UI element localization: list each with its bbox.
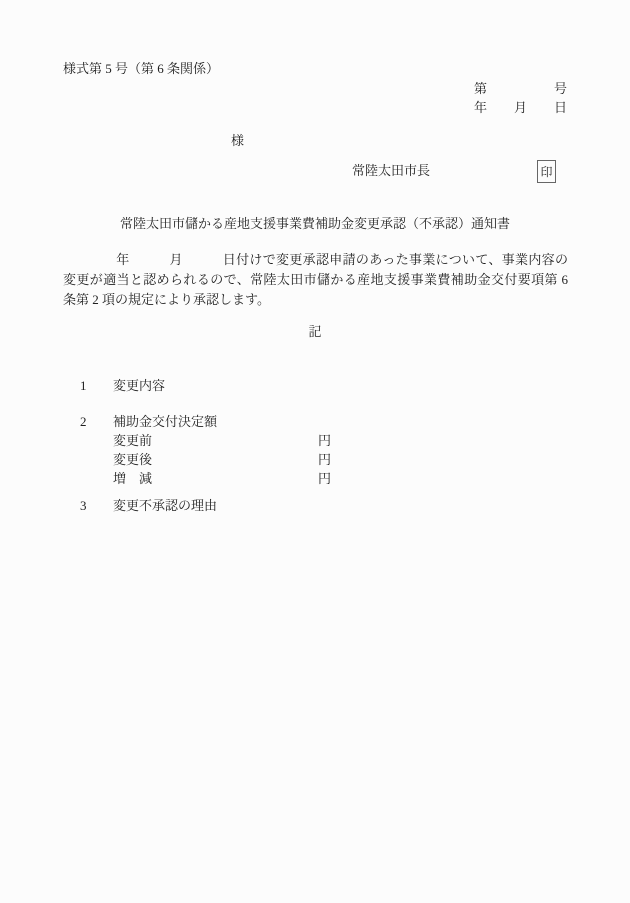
- doc-number-suffix: 号: [553, 81, 567, 96]
- date-month-label: 月: [513, 100, 527, 115]
- list-item-disapproval-reason: [67, 477, 217, 534]
- item-number: 2: [80, 414, 87, 429]
- seal-mark: 印: [540, 164, 553, 179]
- amount-unit: 円: [318, 452, 332, 467]
- item-number: 3: [80, 498, 87, 513]
- seal-box: [537, 160, 556, 183]
- body-paragraph: 年 月 日付けで変更承認申請のあった事業について、事業内容の変更が適当と認められるので、常陸太田市儲かる産地支援事業費補助金交付要項第 6 条第 2 項の規定により承認します。: [63, 252, 568, 307]
- amount-label: 増 減: [113, 471, 153, 486]
- date-line: [474, 98, 567, 117]
- item-label: 変更内容: [113, 378, 166, 393]
- item-number: 1: [80, 378, 87, 393]
- doc-number-prefix: 第: [474, 81, 488, 96]
- item-label: 補助金交付決定額: [113, 414, 218, 429]
- doc-number-line: [474, 79, 567, 98]
- doc-number-date-block: [474, 79, 567, 117]
- amount-unit: 円: [318, 471, 332, 486]
- document-title: 常陸太田市儲かる産地支援事業費補助金変更承認（不承認）通知書: [119, 216, 510, 231]
- form-style-label: 様式第 5 号（第 6 条関係）: [63, 61, 220, 76]
- date-year-label: 年: [474, 100, 488, 115]
- amount-label: 変更後: [113, 452, 153, 467]
- item-label: 変更不承認の理由: [113, 498, 218, 513]
- sender-title: 常陸太田市長: [352, 163, 431, 178]
- amount-label: 変更前: [113, 433, 153, 448]
- record-marker: 記: [308, 324, 322, 339]
- amount-unit: 円: [318, 433, 332, 448]
- addressee-honorific: 様: [231, 133, 245, 148]
- date-day-label: 日: [553, 100, 567, 115]
